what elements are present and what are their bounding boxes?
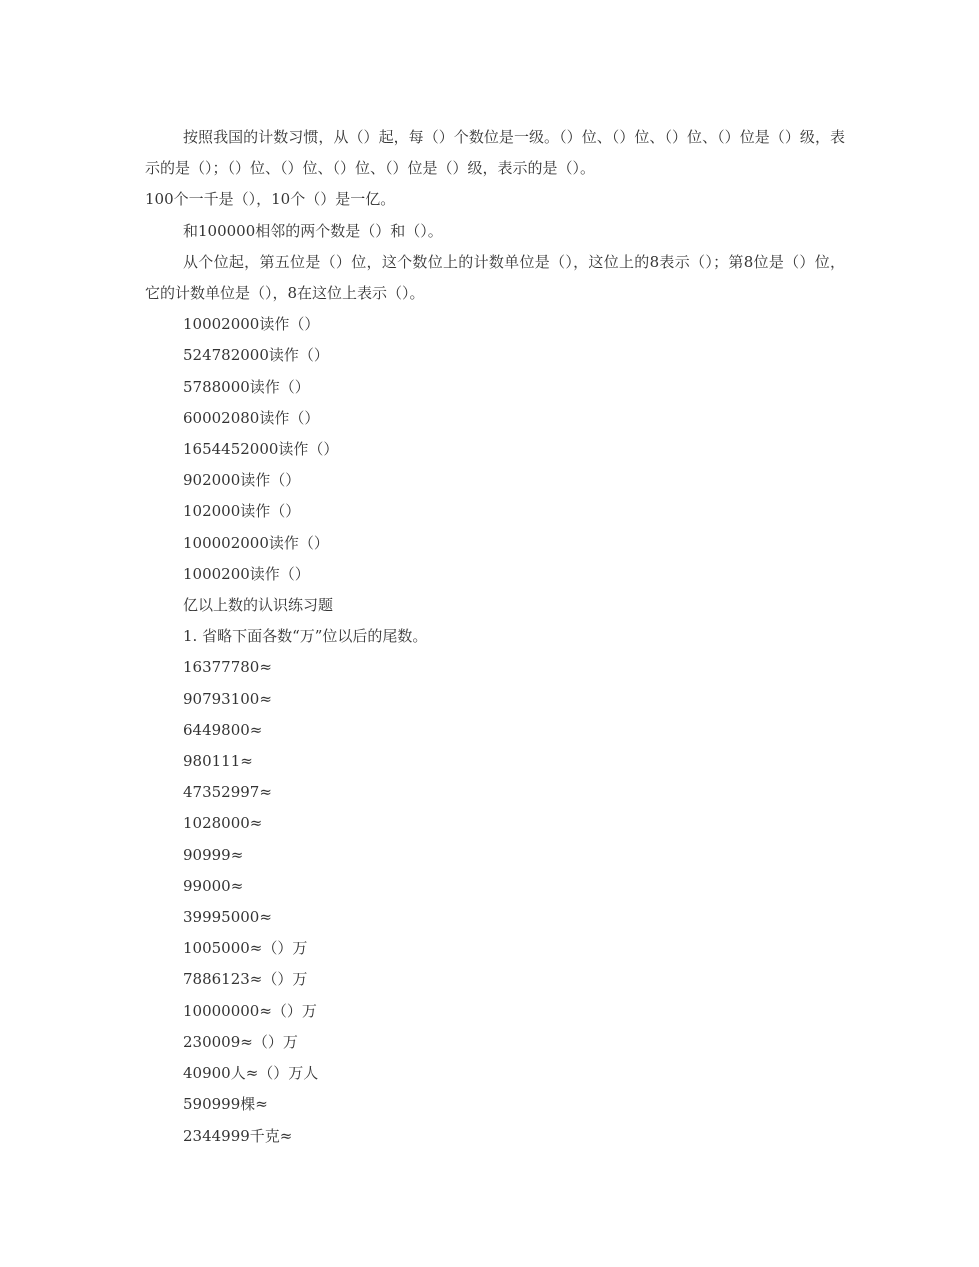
read-item: 1654452000读作（） [183, 440, 339, 459]
read-item: 10002000读作（） [183, 315, 320, 334]
approx-item: 980111≈ [183, 752, 253, 771]
read-item: 524782000读作（） [183, 346, 329, 365]
approx-item: 7886123≈（）万 [183, 970, 308, 989]
section-title: 亿以上数的认识练习题 [183, 596, 334, 615]
approx-item: 2344999千克≈ [183, 1126, 293, 1145]
approx-item: 90793100≈ [183, 689, 272, 708]
approx-item: 47352997≈ [183, 783, 272, 802]
approx-item: 590999棵≈ [183, 1095, 268, 1114]
approx-item: 90999≈ [183, 845, 244, 864]
document-body [145, 122, 845, 1152]
approx-item: 230009≈（）万 [183, 1032, 298, 1051]
approx-item: 39995000≈ [183, 908, 272, 927]
read-item: 1000200读作（） [183, 564, 310, 583]
read-item: 902000读作（） [183, 471, 301, 490]
paragraph-adjacent-numbers: 和100000相邻的两个数是（）和（）。 [183, 221, 443, 240]
read-item: 5788000读作（） [183, 377, 310, 396]
approx-item: 1028000≈ [183, 814, 263, 833]
approx-item: 16377780≈ [183, 658, 272, 677]
paragraph-hundred-thousand: 100个一千是（），10个（）是一亿。 [145, 190, 396, 209]
approx-item: 6449800≈ [183, 720, 263, 739]
read-item: 60002080读作（） [183, 408, 320, 427]
approx-item: 10000000≈（）万 [183, 1001, 317, 1020]
paragraph-counting-rule: 按照我国的计数习惯，从（）起，每（）个数位是一级。（）位、（）位、（）位、（）位是（）级，表示的是（）；（）位、（）位、（）位、（）位是（）级，表示的是（）。 [145, 128, 845, 178]
approx-item: 1005000≈（）万 [183, 939, 308, 958]
approx-item: 99000≈ [183, 876, 244, 895]
read-item: 102000读作（） [183, 502, 301, 521]
paragraph-digit-place: 从个位起，第五位是（）位，这个数位上的计数单位是（），这位上的8表示（）；第8位是（）位，它的计数单位是（），8在这位上表示（）。 [145, 252, 845, 303]
approx-item: 40900人≈（）万人 [183, 1064, 319, 1083]
question-1: 1. 省略下面各数“万”位以后的尾数。 [183, 627, 428, 646]
read-item: 100002000读作（） [183, 533, 329, 552]
